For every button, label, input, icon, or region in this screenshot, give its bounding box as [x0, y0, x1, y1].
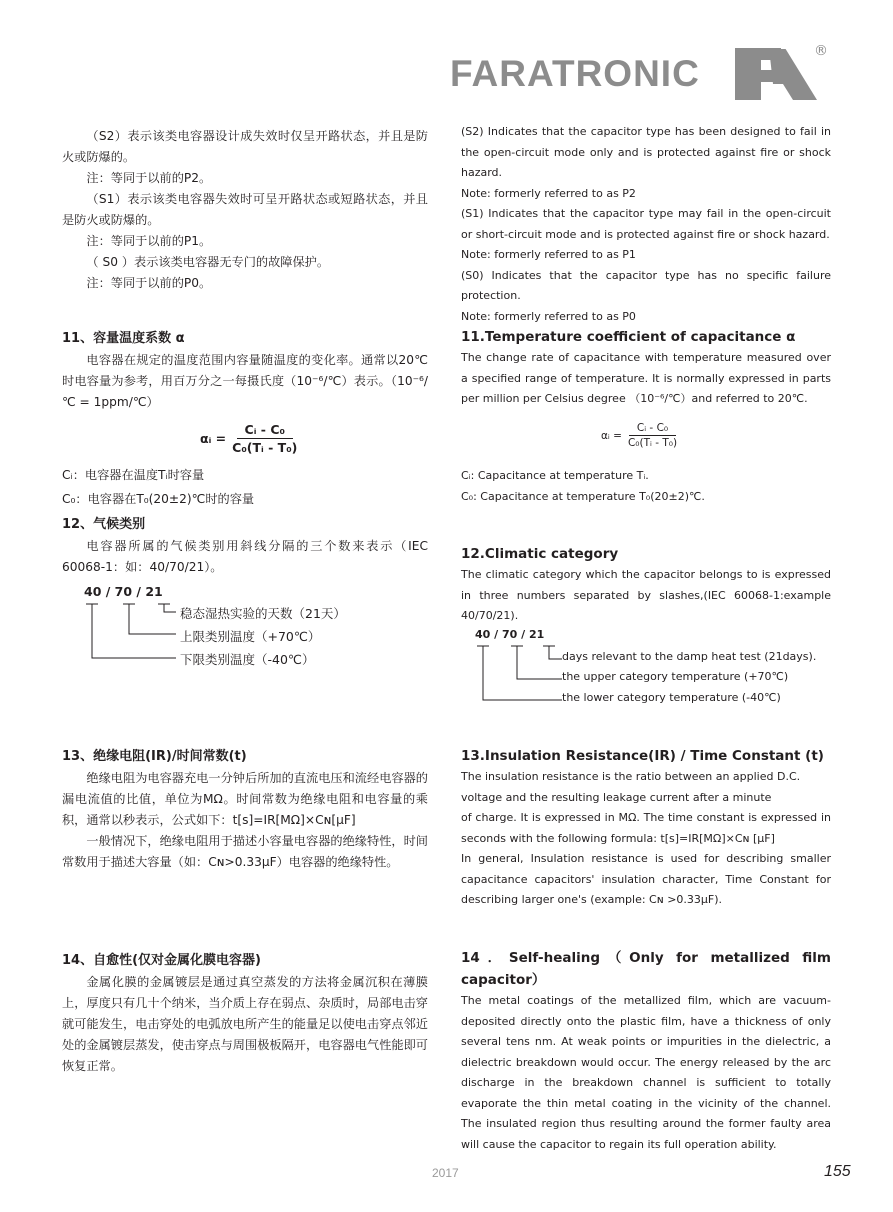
zh-climatic-diagram	[84, 584, 414, 674]
zh-para-13b: 一般情况下，绝缘电阻用于描述小容量电容器的绝缘特性，时间常数用于描述大容量（如：Cɴ>0.33μF）电容器的绝缘特性。	[62, 834, 428, 869]
en-section-13	[461, 745, 831, 911]
en-heading-11: 11.Temperature coefficient of capacitance α	[461, 329, 796, 345]
zh-formula	[200, 422, 297, 455]
en-formula-denominator: C₀(Tᵢ - T₀)	[627, 437, 678, 449]
en-para-13a: The insulation resistance is the ratio between an applied D.C. voltage and the resulting leakage current after a minute	[461, 770, 801, 804]
zh-section-12	[62, 514, 428, 578]
en-formula-numerator: Cᵢ - C₀	[629, 422, 676, 436]
en-category-label-upper: the upper category temperature (+70℃)	[562, 670, 789, 683]
zh-s1-text: （S1）表示该类电容器失效时可呈开路状态或短路状态，并且是防火或防爆的。	[62, 192, 428, 227]
zh-formula-numerator: Cᵢ - C₀	[237, 422, 293, 439]
footer-year: 2017	[432, 1166, 459, 1180]
en-section-14	[461, 947, 831, 1155]
zh-s0-note: 注：等同于以前的P0。	[86, 276, 212, 290]
en-heading-12: 12.Climatic category	[461, 546, 619, 562]
zh-bracket-lines	[84, 584, 184, 674]
en-bracket-lines	[475, 628, 565, 710]
zh-section-11	[62, 328, 428, 413]
page-number: 155	[824, 1163, 851, 1180]
en-failure-modes	[461, 122, 831, 327]
zh-para-14: 金属化膜的金属镀层是通过真空蒸发的方法将金属沉积在薄膜上，厚度只有几十个纳米，当介质上存在弱点、杂质时，局部电击穿就可能发生，电击穿处的电弧放电所产生的能量足以使电击穿点邻近处的金属镀层蒸发，使击穿点与周围极板隔开，电容器电气性能即可恢复正常。	[62, 975, 428, 1073]
zh-section-14	[62, 950, 428, 1077]
en-ci-def: Cᵢ: Capacitance at temperature Tᵢ.	[461, 469, 649, 482]
zh-category-numbers: 40 / 70 / 21	[84, 584, 163, 599]
brand-name: FARATRONIC	[450, 53, 700, 94]
zh-s1-note: 注：等同于以前的P1。	[86, 234, 212, 248]
en-s1-note: Note: formerly referred to as P1	[461, 248, 636, 261]
zh-heading-13: 13、绝缘电阻(IR)/时间常数(t)	[62, 749, 247, 764]
zh-heading-12: 12、气候类别	[62, 517, 146, 532]
zh-s2-note: 注：等同于以前的P2。	[86, 171, 212, 185]
en-s0-text: (S0) Indicates that the capacitor type has no specific failure protection.	[461, 268, 831, 302]
zh-para-13a: 绝缘电阻为电容器充电一分钟后所加的直流电压和流经电容器的漏电流值的比值，单位为MΩ。时间常数为绝缘电阻和电容量的乘积，通常以秒表示，公式如下：t[s]=IR[MΩ]×Cɴ[μF]	[62, 771, 428, 827]
zh-section-13	[62, 746, 428, 873]
en-defs	[461, 466, 831, 507]
zh-category-label-days: 稳态湿热实验的天数（21天）	[180, 606, 346, 621]
en-formula-lhs: αᵢ =	[601, 429, 622, 442]
zh-para-12: 电容器所属的气候类别用斜线分隔的三个数来表示（IEC 60068-1：如：40/70/21）。	[62, 539, 428, 574]
registered-mark: ®	[814, 43, 828, 59]
en-s2-note: Note: formerly referred to as P2	[461, 186, 636, 200]
en-heading-14: 14．Self-healing（Only for metallized film capacitor）	[461, 950, 831, 988]
zh-c0-def: C₀：电容器在T₀(20±2)℃时的容量	[62, 492, 255, 506]
en-para-14: The metal coatings of the metallized film, which are vacuum-deposited directly onto the plastic film, have a thickness of only several tens nm. At weak points or impurities in the dielectric, a dielectric breakdown would occur. The energy released by the arc discharge in the breakdown channel is sufficient to totally evaporate the thin metal coating in the vicinity of the channel. The insulated region thus resulting around the former faulty area will cause the capacitor to regain its full operation ability.	[461, 994, 831, 1151]
zh-s0-text: （ S0 ）表示该类电容器无专门的故障保护。	[86, 255, 330, 269]
zh-s2-text: （S2）表示该类电容器设计成失效时仅呈开路状态，并且是防火或防爆的。	[62, 129, 428, 164]
zh-category-label-upper: 上限类别温度（+70℃）	[180, 629, 321, 644]
en-heading-13: 13.Insulation Resistance(IR) / Time Constant (t)	[461, 748, 824, 764]
en-para-13c: In general, Insulation resistance is used for describing smaller capacitance capacitors' insulation character, Time Constant for describing larger one's (example: Cɴ >0.33μF).	[461, 852, 831, 906]
zh-formula-denominator: C₀(Tᵢ - T₀)	[232, 440, 298, 455]
en-climatic-diagram	[475, 628, 835, 710]
en-category-label-days: days relevant to the damp heat test (21days).	[562, 650, 817, 663]
en-c0-def: C₀: Capacitance at temperature T₀(20±2)℃.	[461, 489, 705, 503]
en-formula	[601, 422, 677, 449]
en-section-11	[461, 326, 831, 410]
en-s2-text: (S2) Indicates that the capacitor type has been designed to fail in the open-circuit mode only and is protected against fire or shock hazard.	[461, 125, 831, 179]
zh-para-11: 电容器在规定的温度范围内容量随温度的变化率。通常以20℃时电容量为参考，用百万分之一每摄氏度（10⁻⁶/℃）表示。（10⁻⁶/℃ = 1ppm/℃）	[62, 353, 428, 409]
zh-defs	[62, 465, 428, 510]
en-para-12: The climatic category which the capacitor belongs to is expressed in three numbers separated by slashes,(IEC 60068-1:example 40/70/21).	[461, 568, 831, 622]
zh-ci-def: Cᵢ：电容器在温度Tᵢ时容量	[62, 468, 205, 482]
en-s0-note: Note: formerly referred to as P0	[461, 309, 636, 323]
en-s1-text: (S1) Indicates that the capacitor type may fail in the open-circuit or short-circuit mode and is protected against fire or shock hazard.	[461, 207, 831, 241]
en-para-13b: of charge. It is expressed in MΩ. The time constant is expressed in seconds with the following formula: t[s]=IR[MΩ]×Cɴ [μF]	[461, 811, 831, 845]
en-para-11: The change rate of capacitance with temperature measured over a specified range of temperature. It is normally expressed in parts per million per Celsius degree （10⁻⁶/℃）and referred to 20℃.	[461, 351, 831, 405]
zh-formula-lhs: αᵢ =	[200, 431, 227, 446]
zh-heading-11: 11、容量温度系数 α	[62, 331, 185, 346]
en-section-12	[461, 543, 831, 627]
zh-failure-modes	[62, 126, 428, 294]
zh-category-label-lower: 下限类别温度（-40℃）	[180, 652, 315, 667]
en-category-numbers: 40 / 70 / 21	[475, 628, 545, 641]
zh-heading-14: 14、自愈性(仅对金属化膜电容器)	[62, 953, 261, 968]
en-category-label-lower: the lower category temperature (-40℃)	[562, 691, 781, 704]
